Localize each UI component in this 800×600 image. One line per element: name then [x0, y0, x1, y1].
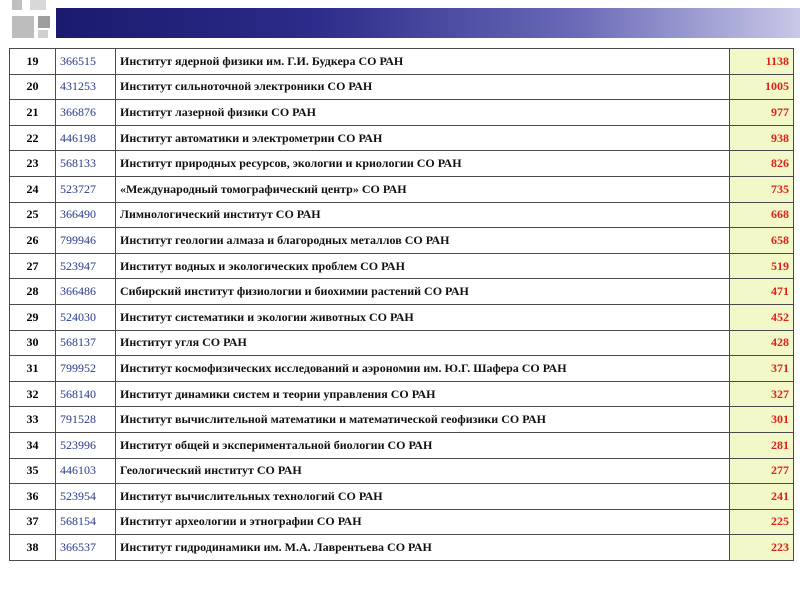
value-cell: 977: [730, 100, 794, 126]
org-code: 523996: [56, 432, 116, 458]
value-cell: 225: [730, 509, 794, 535]
table-row: [10, 125, 794, 151]
row-number: 31: [10, 356, 56, 382]
row-number: 23: [10, 151, 56, 177]
table-row: [10, 74, 794, 100]
org-code: 568133: [56, 151, 116, 177]
org-code: 568154: [56, 509, 116, 535]
slide-header-decoration: [0, 0, 800, 40]
table-row: [10, 484, 794, 510]
institute-name: Институт археологии и этнографии СО РАН: [116, 509, 730, 535]
institute-name: Институт природных ресурсов, экологии и криологии СО РАН: [116, 151, 730, 177]
value-cell: 301: [730, 407, 794, 433]
institutes-table: [9, 48, 794, 561]
org-code: 523947: [56, 253, 116, 279]
org-code: 446103: [56, 458, 116, 484]
row-number: 20: [10, 74, 56, 100]
value-cell: 327: [730, 381, 794, 407]
value-cell: 428: [730, 330, 794, 356]
row-number: 34: [10, 432, 56, 458]
table-row: [10, 100, 794, 126]
table-row: [10, 407, 794, 433]
table-row: [10, 458, 794, 484]
row-number: 26: [10, 228, 56, 254]
row-number: 24: [10, 176, 56, 202]
institute-name: Институт ядерной физики им. Г.И. Будкера СО РАН: [116, 49, 730, 75]
row-number: 29: [10, 304, 56, 330]
institute-name: Институт вычислительной математики и математической геофизики СО РАН: [116, 407, 730, 433]
institute-name: Институт угля СО РАН: [116, 330, 730, 356]
value-cell: 826: [730, 151, 794, 177]
table-row: [10, 330, 794, 356]
table-row: [10, 176, 794, 202]
decor-square: [12, 16, 34, 38]
value-cell: 452: [730, 304, 794, 330]
org-code: 799952: [56, 356, 116, 382]
table-row: [10, 356, 794, 382]
table-row: [10, 228, 794, 254]
table-row: [10, 202, 794, 228]
table-row: [10, 253, 794, 279]
value-cell: 938: [730, 125, 794, 151]
institute-name: «Международный томографический центр» СО РАН: [116, 176, 730, 202]
org-code: 799946: [56, 228, 116, 254]
institute-name: Лимнологический институт СО РАН: [116, 202, 730, 228]
row-number: 37: [10, 509, 56, 535]
value-cell: 1138: [730, 49, 794, 75]
org-code: 366515: [56, 49, 116, 75]
value-cell: 1005: [730, 74, 794, 100]
decor-square: [30, 0, 46, 10]
table-row: [10, 49, 794, 75]
org-code: 366537: [56, 535, 116, 561]
institute-name: Сибирский институт физиологии и биохимии растений СО РАН: [116, 279, 730, 305]
value-cell: 371: [730, 356, 794, 382]
institute-name: Институт вычислительных технологий СО РАН: [116, 484, 730, 510]
org-code: 431253: [56, 74, 116, 100]
row-number: 33: [10, 407, 56, 433]
value-cell: 223: [730, 535, 794, 561]
row-number: 19: [10, 49, 56, 75]
decor-square: [12, 0, 22, 10]
row-number: 32: [10, 381, 56, 407]
org-code: 568137: [56, 330, 116, 356]
value-cell: 658: [730, 228, 794, 254]
org-code: 791528: [56, 407, 116, 433]
org-code: 366876: [56, 100, 116, 126]
decor-square: [38, 30, 48, 38]
institute-name: Институт динамики систем и теории управления СО РАН: [116, 381, 730, 407]
header-gradient-bar: [56, 8, 800, 38]
org-code: 366490: [56, 202, 116, 228]
table-row: [10, 509, 794, 535]
value-cell: 277: [730, 458, 794, 484]
row-number: 36: [10, 484, 56, 510]
table-row: [10, 279, 794, 305]
row-number: 38: [10, 535, 56, 561]
org-code: 366486: [56, 279, 116, 305]
value-cell: 471: [730, 279, 794, 305]
institute-name: Институт автоматики и электрометрии СО РАН: [116, 125, 730, 151]
table-row: [10, 151, 794, 177]
institute-name: Институт гидродинамики им. М.А. Лаврентьева СО РАН: [116, 535, 730, 561]
value-cell: 281: [730, 432, 794, 458]
institute-name: Институт космофизических исследований и аэрономии им. Ю.Г. Шафера СО РАН: [116, 356, 730, 382]
institute-name: Институт геологии алмаза и благородных металлов СО РАН: [116, 228, 730, 254]
institute-name: Институт водных и экологических проблем СО РАН: [116, 253, 730, 279]
org-code: 523727: [56, 176, 116, 202]
table-row: [10, 432, 794, 458]
table-row: [10, 381, 794, 407]
row-number: 27: [10, 253, 56, 279]
institute-name: Институт общей и экспериментальной биологии СО РАН: [116, 432, 730, 458]
row-number: 35: [10, 458, 56, 484]
institute-name: Институт лазерной физики СО РАН: [116, 100, 730, 126]
value-cell: 668: [730, 202, 794, 228]
row-number: 21: [10, 100, 56, 126]
value-cell: 735: [730, 176, 794, 202]
table-row: [10, 535, 794, 561]
decor-square: [38, 16, 50, 28]
row-number: 22: [10, 125, 56, 151]
org-code: 524030: [56, 304, 116, 330]
institute-name: Институт сильноточной электроники СО РАН: [116, 74, 730, 100]
value-cell: 519: [730, 253, 794, 279]
row-number: 25: [10, 202, 56, 228]
org-code: 446198: [56, 125, 116, 151]
row-number: 30: [10, 330, 56, 356]
value-cell: 241: [730, 484, 794, 510]
row-number: 28: [10, 279, 56, 305]
table-body: [10, 49, 794, 561]
table-row: [10, 304, 794, 330]
institute-name: Институт систематики и экологии животных СО РАН: [116, 304, 730, 330]
org-code: 568140: [56, 381, 116, 407]
org-code: 523954: [56, 484, 116, 510]
institute-name: Геологический институт СО РАН: [116, 458, 730, 484]
